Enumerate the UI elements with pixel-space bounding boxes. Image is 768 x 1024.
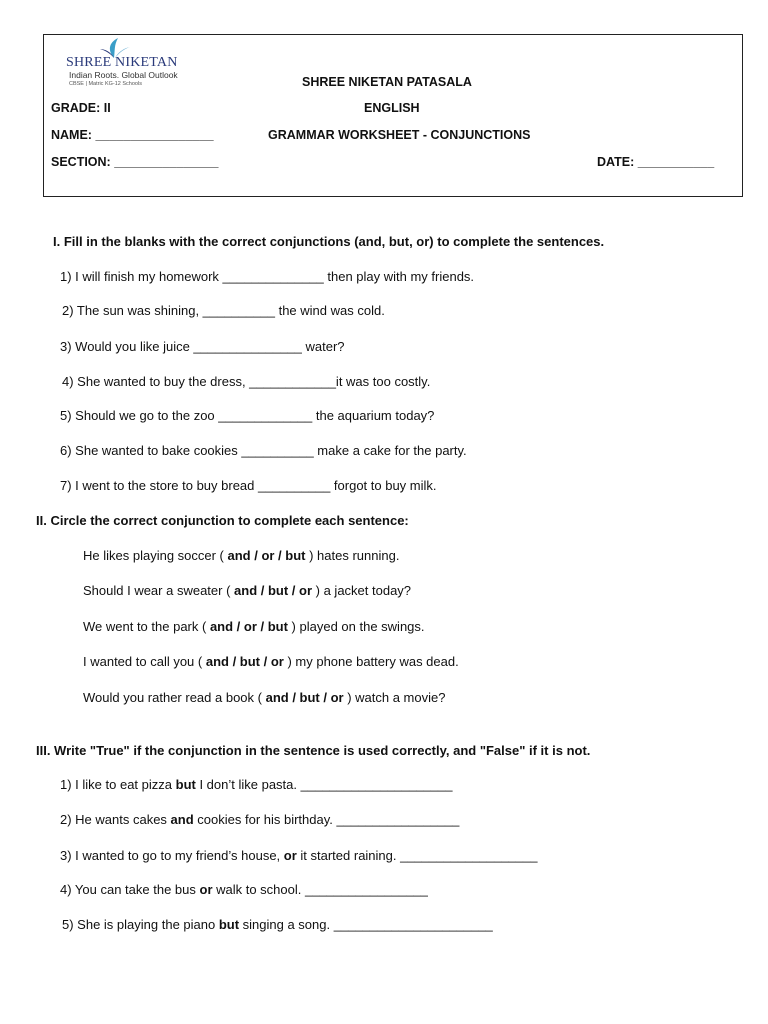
section-1-item: 6) She wanted to bake cookies __________ make a cake for the party. [60,443,467,458]
logo-name: SHREE NIKETAN [66,55,178,70]
conjunction: but [175,777,196,792]
section-3-item: 1) I like to eat pizza but I don’t like pasta. _____________________ [60,777,453,792]
conjunction: and [170,812,194,827]
school-name: SHREE NIKETAN PATASALA [302,75,472,89]
section-2-item: I wanted to call you ( and / but / or ) my phone battery was dead. [83,654,459,669]
section-field: SECTION: _______________ [51,155,219,169]
grade-label: GRADE: II [51,101,111,115]
section-3-item: 2) He wants cakes and cookies for his birthday. _________________ [60,812,460,827]
section-1-item: 2) The sun was shining, __________ the wind was cold. [62,303,385,318]
conjunction-options: and / or / but [209,619,288,634]
section-3-item: 3) I wanted to go to my friend’s house, or it started raining. ___________________ [60,848,538,863]
section-1-item: 1) I will finish my homework ______________ then play with my friends. [60,269,475,284]
school-logo [66,37,186,92]
conjunction-options: and / but / or [234,583,313,598]
section-1-item: 3) Would you like juice _______________ water? [60,339,345,354]
conjunction: but [218,917,240,932]
section-1-heading: I. Fill in the blanks with the correct conjunctions (and, but, or) to complete the sentences. [53,234,605,249]
section-3-heading: III. Write "True" if the conjunction in the sentence is used correctly, and "False" if it is not. [36,743,591,758]
worksheet-header [43,34,743,197]
subject-label: ENGLISH [364,101,420,115]
section-2-item: He likes playing soccer ( and / or / but ) hates running. [83,548,400,563]
section-2-heading: II. Circle the correct conjunction to complete each sentence: [36,513,409,528]
conjunction-options: and / but / or [205,654,284,669]
section-1-item: 4) She wanted to buy the dress, ____________it was too costly. [62,374,431,389]
worksheet-title: GRAMMAR WORKSHEET - CONJUNCTIONS [268,128,531,142]
section-3-item: 4) You can take the bus or walk to school. _________________ [60,882,428,897]
section-3-item: 5) She is playing the piano but singing a song. ______________________ [62,917,493,932]
logo-subline: CBSE | Matric KG-12 Schools [69,81,142,87]
date-field: DATE: ___________ [597,155,715,169]
conjunction-options: and / but / or [265,690,344,705]
section-2-item: Should I wear a sweater ( and / but / or ) a jacket today? [83,583,412,598]
conjunction-options: and / or / but [227,548,306,563]
name-field: NAME: _________________ [51,128,214,142]
section-2-item: We went to the park ( and / or / but ) played on the swings. [83,619,425,634]
conjunction: or [283,848,297,863]
section-1-item: 7) I went to the store to buy bread __________ forgot to buy milk. [60,478,437,493]
section-1-item: 5) Should we go to the zoo _____________ the aquarium today? [60,408,435,423]
logo-tagline: Indian Roots. Global Outlook [69,70,178,80]
conjunction: or [199,882,213,897]
section-2-item: Would you rather read a book ( and / but / or ) watch a movie? [83,690,446,705]
